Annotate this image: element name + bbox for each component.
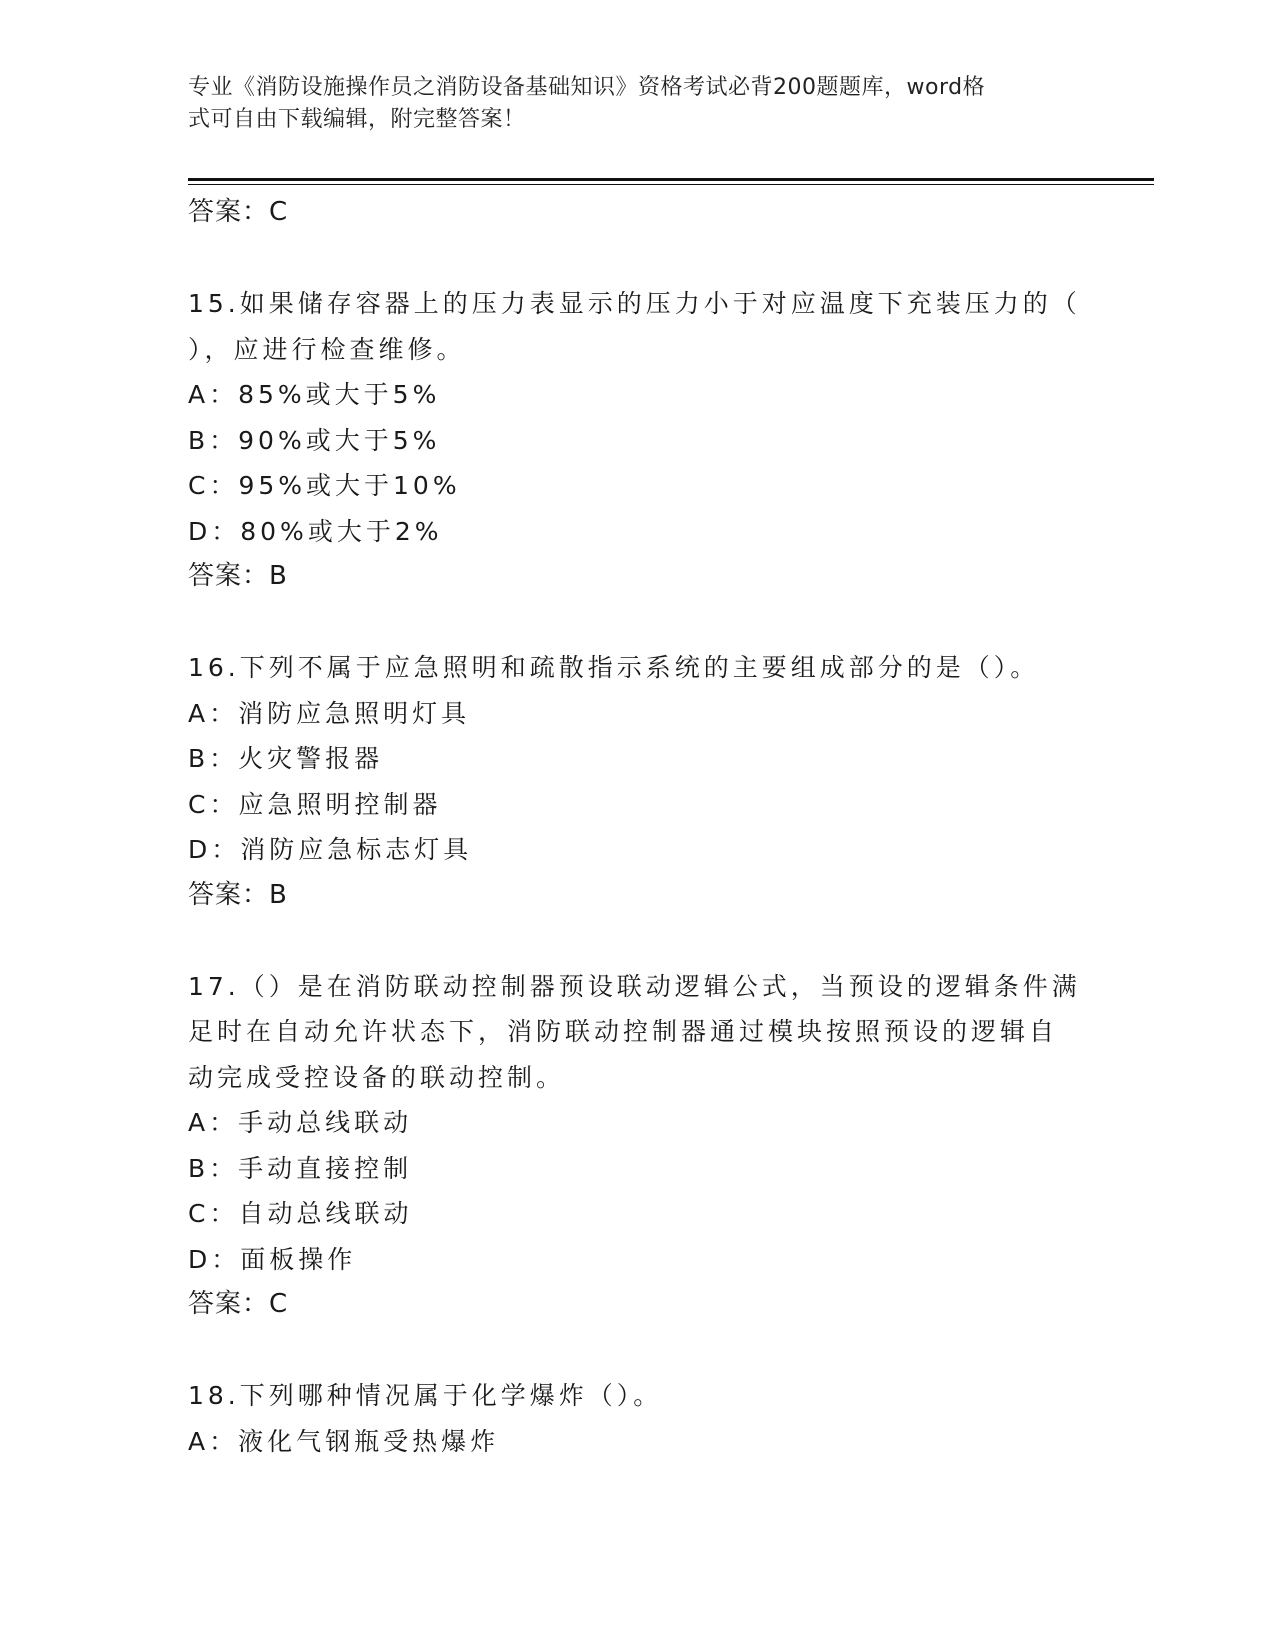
answer-line: 答案：B xyxy=(188,561,288,591)
option-c: C：自动总线联动 xyxy=(188,1199,413,1228)
question-text: 15.如果储存容器上的压力表显示的压力小于对应温度下充装压力的（ xyxy=(188,289,1081,318)
header-rule-thin xyxy=(188,184,1154,185)
header-line-1: 专业《消防设施操作员之消防设备基础知识》资格考试必背200题题库，word格 xyxy=(188,75,986,100)
answer-line: 答案：C xyxy=(188,1289,289,1319)
option-a: A：液化气钢瓶受热爆炸 xyxy=(188,1426,500,1456)
option-b: B：90%或大于5% xyxy=(188,425,441,455)
question-text: ），应进行检查维修。 xyxy=(188,334,466,364)
question-list xyxy=(188,190,1088,1464)
header-rule-thick xyxy=(188,178,1154,181)
question-block-16 xyxy=(188,645,1088,918)
question-text: 17.（）是在消防联动控制器预设联动逻辑公式，当预设的逻辑条件满 xyxy=(188,971,1081,1001)
question-text: 16.下列不属于应急照明和疏散指示系统的主要组成部分的是（）。 xyxy=(188,653,1040,682)
question-text: 18.下列哪种情况属于化学爆炸（）。 xyxy=(188,1381,663,1410)
option-c: C：95%或大于10% xyxy=(188,471,461,500)
option-a: A：手动总线联动 xyxy=(188,1108,413,1137)
option-d: D：消防应急标志灯具 xyxy=(188,835,473,864)
spacer xyxy=(188,236,1088,282)
option-b: B：手动直接控制 xyxy=(188,1153,413,1183)
header-line-2: 式可自由下载编辑，附完整答案！ xyxy=(188,107,526,132)
question-text: 足时在自动允许状态下，消防联动控制器通过模块按照预设的逻辑自 xyxy=(188,1017,1059,1046)
question-block-18 xyxy=(188,1373,1088,1464)
spacer xyxy=(188,918,1088,964)
answer-line: 答案：B xyxy=(188,879,288,910)
option-c: C：应急照明控制器 xyxy=(188,789,442,819)
option-a: A：消防应急照明灯具 xyxy=(188,698,471,728)
question-block-17 xyxy=(188,964,1088,1328)
answer-line: 答案：C xyxy=(188,197,289,227)
option-b: B：火灾警报器 xyxy=(188,744,384,773)
question-block-15 xyxy=(188,281,1088,600)
document-header xyxy=(188,72,1068,136)
option-a: A：85%或大于5% xyxy=(188,380,441,409)
option-d: D：80%或大于2% xyxy=(188,516,443,546)
spacer xyxy=(188,600,1088,646)
question-text: 动完成受控设备的联动控制。 xyxy=(188,1062,566,1092)
spacer xyxy=(188,1328,1088,1374)
option-d: D：面板操作 xyxy=(188,1244,357,1274)
